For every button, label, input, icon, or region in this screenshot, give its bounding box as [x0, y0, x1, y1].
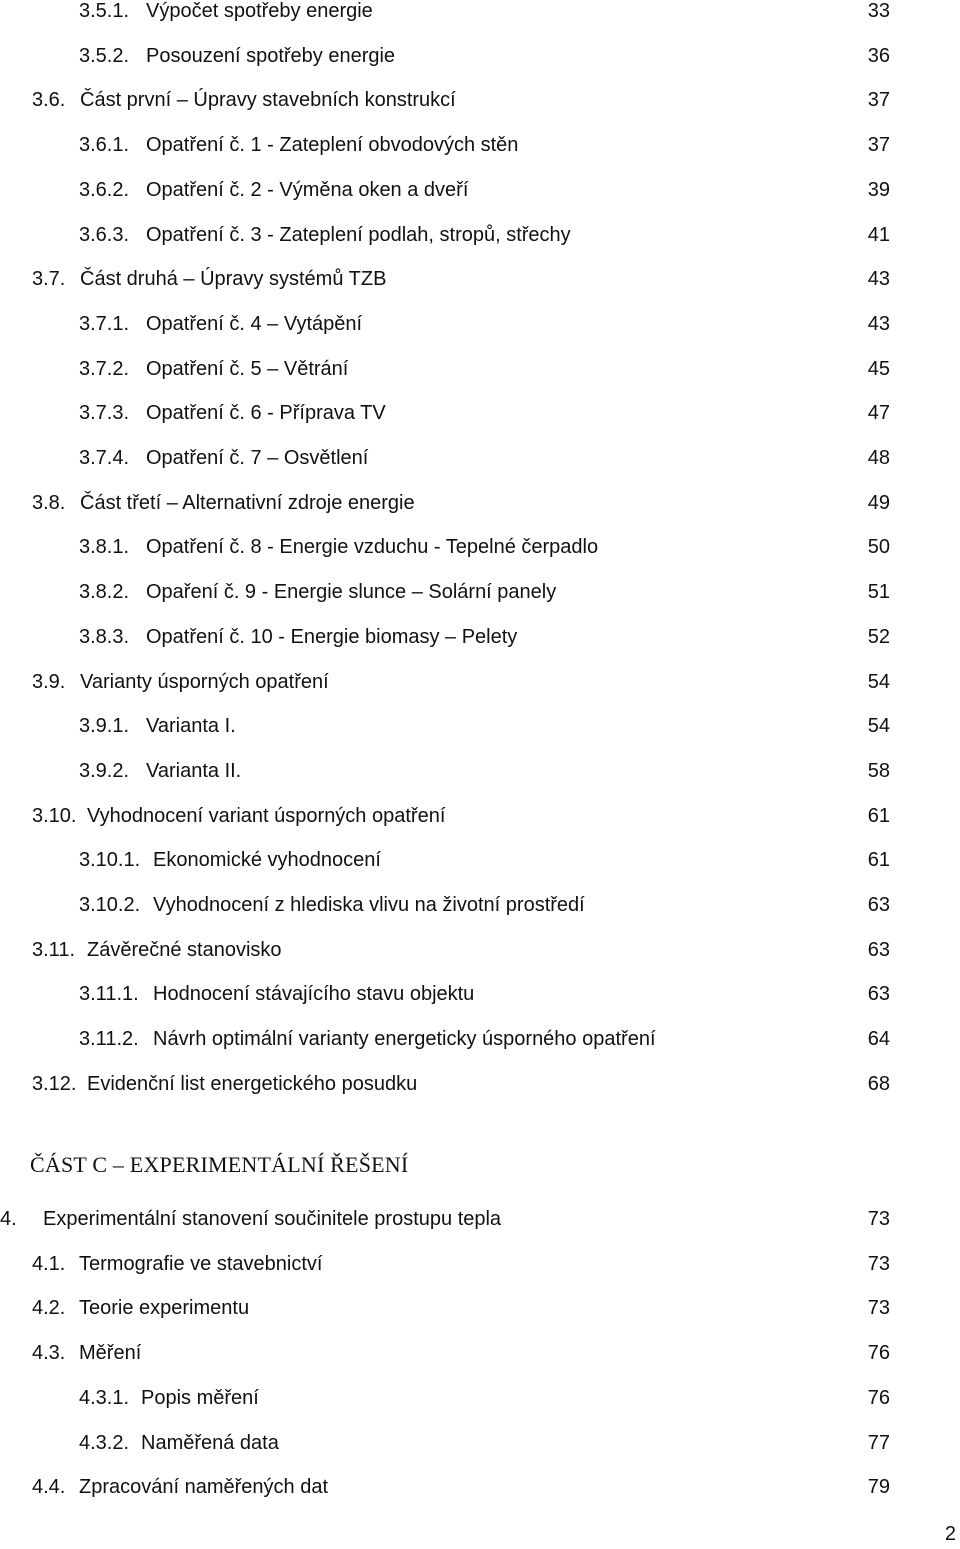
toc-entry-number: 3.10. — [32, 804, 77, 827]
toc-entry-number: 3.9.1. — [79, 715, 130, 738]
toc-entry-page: 61 — [867, 849, 890, 872]
toc-entry-title: Opatření č. 4 – Vytápění — [146, 312, 363, 335]
toc-entry-number: 4.2. — [32, 1297, 66, 1320]
toc-entry-page: 48 — [867, 447, 890, 469]
toc-entry-page: 61 — [867, 804, 890, 827]
toc-entry-number: 4.3. — [32, 1342, 66, 1365]
toc-entry-title: Ekonomické vyhodnocení — [153, 849, 381, 872]
toc-entry[interactable] — [0, 1472, 960, 1502]
toc-entry-page: 52 — [867, 625, 890, 648]
toc-entry-title: Hodnocení stávajícího stavu objektu — [153, 983, 475, 1006]
toc-entry[interactable] — [0, 1204, 960, 1234]
part-heading: ČÁST C – EXPERIMENTÁLNÍ ŘEŠENÍ — [30, 1152, 409, 1177]
toc-entry-title: Teorie experimentu — [79, 1297, 250, 1320]
toc-entry-number: 4.3.2. — [79, 1431, 130, 1454]
toc-entry[interactable] — [0, 577, 960, 607]
toc-entry-page: 76 — [867, 1386, 890, 1409]
toc-entry-title: Výpočet spotřeby energie — [146, 0, 373, 22]
toc-entry-page: 77 — [867, 1431, 890, 1454]
toc-entry-page: 33 — [867, 0, 890, 22]
toc-entry-title: Varianta I. — [146, 715, 236, 738]
toc-entry-number: 3.7.2. — [79, 357, 130, 380]
toc-entry-title: Opatření č. 5 – Větrání — [146, 357, 349, 380]
toc-entry-number: 3.6. — [32, 89, 66, 112]
toc-entry-title: Opatření č. 10 - Energie biomasy – Pelety — [146, 625, 518, 648]
toc-entry-title: Opatření č. 7 – Osvětlení — [146, 447, 369, 469]
toc-entry-title: Zpracování naměřených dat — [79, 1476, 329, 1499]
toc-entry-page: 36 — [867, 44, 890, 67]
toc-entry[interactable] — [0, 1024, 960, 1054]
toc-entry[interactable] — [0, 1293, 960, 1323]
toc-entry-page: 37 — [867, 89, 890, 112]
toc-entry[interactable] — [0, 264, 960, 294]
toc-entry-page: 64 — [867, 1028, 890, 1051]
toc-entry-number: 3.11.2. — [79, 1028, 139, 1051]
toc-entry-number: 3.8.1. — [79, 536, 130, 559]
toc-entry-page: 54 — [867, 670, 890, 693]
toc-entry-number: 4.3.1. — [79, 1386, 130, 1409]
toc-entry[interactable] — [0, 130, 960, 160]
toc-entry-page: 39 — [867, 178, 890, 201]
toc-entry-page: 43 — [867, 312, 890, 335]
toc-entry[interactable] — [0, 979, 960, 1009]
toc-entry[interactable] — [0, 1338, 960, 1368]
toc-entry[interactable] — [0, 801, 960, 831]
toc-entry[interactable] — [0, 1249, 960, 1279]
toc-entry-page: 73 — [867, 1252, 890, 1275]
toc-entry-title: Evidenční list energetického posudku — [87, 1072, 418, 1095]
toc-entry[interactable] — [0, 890, 960, 920]
toc-entry[interactable] — [0, 935, 960, 965]
toc-entry-number: 4. — [0, 1208, 17, 1230]
toc-entry-number: 3.7.4. — [79, 447, 130, 469]
page-number: 2 — [944, 1523, 956, 1545]
toc-entry-title: Termografie ve stavebnictví — [79, 1252, 323, 1275]
toc-entry[interactable] — [0, 309, 960, 339]
toc-entry-number: 3.10.1. — [79, 849, 141, 872]
toc-entry-title: Opatření č. 2 - Výměna oken a dveří — [146, 178, 469, 201]
toc-entry-page: 49 — [867, 491, 890, 514]
toc-entry-page: 41 — [867, 223, 890, 246]
toc-entry[interactable] — [0, 711, 960, 741]
toc-entry-number: 4.1. — [32, 1252, 66, 1275]
toc-entry[interactable] — [0, 845, 960, 875]
toc-entry-title: Varianty úsporných opatření — [80, 670, 329, 693]
toc-entry[interactable] — [0, 1069, 960, 1099]
toc-entry-page: 76 — [867, 1342, 890, 1365]
toc-entry-title: Naměřená data — [141, 1431, 279, 1454]
toc-entry-page: 63 — [867, 938, 890, 961]
toc-entry-number: 4.4. — [32, 1476, 66, 1499]
toc-entry-number: 3.11. — [32, 938, 75, 961]
toc-entry[interactable] — [0, 398, 960, 428]
toc-entry[interactable] — [0, 1383, 960, 1413]
toc-entry-number: 3.7.1. — [79, 312, 130, 335]
toc-entry-number: 3.11.1. — [79, 983, 139, 1006]
toc-entry-title: Vyhodnocení variant úsporných opatření — [87, 804, 446, 827]
toc-entry-title: Opatření č. 8 - Energie vzduchu - Tepelné čerpadlo — [146, 536, 599, 559]
toc-entry-number: 3.8. — [32, 491, 66, 514]
toc-entry-title: Opatření č. 1 - Zateplení obvodových stěn — [146, 134, 519, 157]
toc-entry[interactable] — [0, 667, 960, 697]
toc-entry-title: Závěrečné stanovisko — [87, 938, 282, 961]
toc-entry[interactable] — [0, 85, 960, 115]
toc-entry-title: Posouzení spotřeby energie — [146, 44, 396, 67]
toc-entry-title: Opatření č. 3 - Zateplení podlah, stropů, střechy — [146, 223, 571, 246]
toc-entry-number: 3.9. — [32, 670, 66, 693]
toc-entry-title: Část první – Úpravy stavebních konstrukcí — [80, 89, 456, 112]
toc-entry-number: 3.7.3. — [79, 402, 130, 425]
toc-entry[interactable] — [0, 354, 960, 384]
toc-entry-number: 3.7. — [32, 268, 66, 291]
toc-entry-page: 47 — [867, 402, 890, 425]
toc-entry[interactable] — [0, 1428, 960, 1458]
toc-entry-page: 58 — [867, 759, 890, 782]
toc-entry-page: 43 — [867, 268, 890, 291]
toc-entry-page: 51 — [867, 581, 890, 604]
toc-entry-number: 3.12. — [32, 1072, 77, 1095]
toc-entry-title: Návrh optimální varianty energeticky úsporného opatření — [153, 1028, 656, 1051]
toc-entry-page: 63 — [867, 894, 890, 916]
toc-entry[interactable] — [0, 488, 960, 518]
toc-entry[interactable] — [0, 220, 960, 250]
toc-entry-title: Část třetí – Alternativní zdroje energie — [80, 491, 415, 514]
toc-entry-number: 3.8.2. — [79, 581, 130, 604]
toc-entry-title: Opatření č. 6 - Příprava TV — [146, 402, 386, 425]
toc-entry-title: Vyhodnocení z hlediska vlivu na životní prostředí — [153, 894, 585, 916]
toc-entry-number: 3.5.1. — [79, 0, 130, 22]
toc-entry[interactable] — [0, 175, 960, 205]
toc-entry-page: 45 — [867, 357, 890, 380]
toc-entry-number: 3.10.2. — [79, 894, 141, 916]
toc-entry-title: Část druhá – Úpravy systémů TZB — [80, 268, 387, 291]
toc-entry[interactable] — [0, 622, 960, 652]
toc-entry-number: 3.9.2. — [79, 759, 130, 782]
toc-entry-page: 73 — [867, 1297, 890, 1320]
toc-entry[interactable] — [0, 443, 960, 473]
toc-entry-number: 3.6.1. — [79, 134, 130, 157]
toc-entry-page: 37 — [867, 134, 890, 157]
toc-entry-page: 50 — [867, 536, 890, 559]
toc-entry-page: 79 — [867, 1476, 890, 1499]
toc-entry-number: 3.6.3. — [79, 223, 130, 246]
toc-entry-title: Varianta II. — [146, 759, 242, 782]
toc-entry-number: 3.5.2. — [79, 44, 130, 67]
toc-entry-page: 73 — [867, 1208, 890, 1230]
toc-entry-page: 68 — [867, 1072, 890, 1095]
toc-entry-page: 63 — [867, 983, 890, 1006]
toc-entry-number: 3.8.3. — [79, 625, 130, 648]
toc-entry[interactable] — [0, 0, 960, 26]
toc-entry-title: Měření — [79, 1342, 142, 1365]
toc-entry-page: 54 — [867, 715, 890, 738]
toc-entry-number: 3.6.2. — [79, 178, 130, 201]
toc-entry-title: Opaření č. 9 - Energie slunce – Solární panely — [146, 581, 557, 604]
toc-entry[interactable] — [0, 756, 960, 786]
toc-entry-title: Experimentální stanovení součinitele prostupu tepla — [43, 1208, 502, 1230]
toc-entry[interactable] — [0, 41, 960, 71]
toc-entry-title: Popis měření — [141, 1386, 259, 1409]
toc-entry[interactable] — [0, 532, 960, 562]
